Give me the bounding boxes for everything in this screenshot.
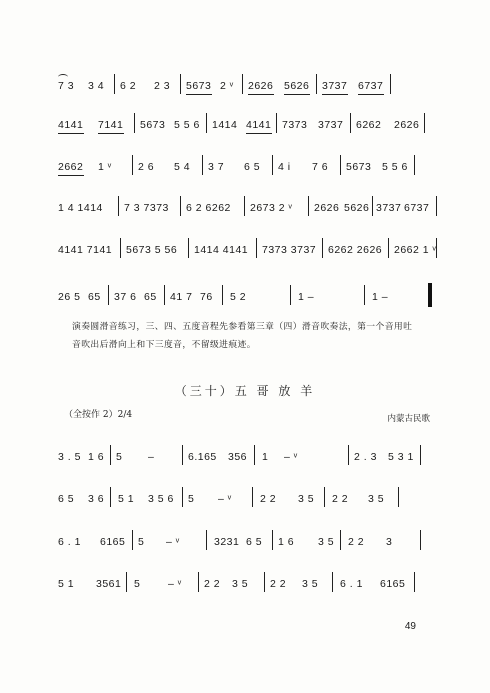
note-group: 6 2 bbox=[120, 80, 137, 92]
note-group: 5 bbox=[188, 493, 195, 505]
note-group: 5673 bbox=[346, 161, 372, 173]
note-group: 6262 bbox=[356, 119, 382, 131]
note-group: 41 7 bbox=[170, 291, 193, 303]
barline bbox=[182, 487, 183, 507]
note-group: 5 bbox=[134, 578, 141, 590]
instruction-line-1: 演奏圆滑音练习，三、四、五度音程先参看第三章（四）滑音吹奏法，第一个音用吐 bbox=[72, 322, 413, 332]
key-meter: （全按作 2）2/4 bbox=[64, 410, 133, 420]
underline bbox=[322, 94, 348, 95]
note-group: 6 2 6262 bbox=[186, 202, 231, 214]
barline bbox=[134, 113, 135, 133]
note-group: 4141 bbox=[58, 119, 84, 131]
note-group: 1 ᵛ bbox=[98, 161, 112, 173]
barline bbox=[322, 238, 323, 258]
note-group: 5 2 bbox=[230, 291, 247, 303]
note-group: 1 – bbox=[372, 291, 389, 303]
barline bbox=[126, 572, 127, 592]
note-group: 5 4 bbox=[174, 161, 191, 173]
note-group: 5 bbox=[116, 451, 123, 463]
exercise-row-5 bbox=[58, 236, 438, 262]
exercise-row-4 bbox=[58, 194, 438, 220]
note-group: 6262 2626 bbox=[328, 244, 383, 256]
note-group: 2626 bbox=[248, 80, 274, 92]
barline bbox=[182, 445, 183, 465]
note-group: 3231 bbox=[214, 536, 240, 548]
barline bbox=[110, 487, 111, 507]
barline bbox=[420, 530, 421, 550]
barline bbox=[254, 445, 255, 465]
note-group: 3 4 bbox=[88, 80, 105, 92]
note-group: 6 5 bbox=[244, 161, 261, 173]
note-group: 7 3 bbox=[58, 80, 75, 92]
barline bbox=[332, 572, 333, 592]
note-group: 5 3 1 bbox=[388, 451, 414, 463]
note-group: 7373 bbox=[282, 119, 308, 131]
barline bbox=[420, 445, 421, 465]
barline bbox=[348, 445, 349, 465]
note-group: 3737 bbox=[322, 80, 348, 92]
note-group: 7 6 bbox=[312, 161, 329, 173]
barline bbox=[414, 155, 415, 175]
note-group: – ᵛ bbox=[166, 536, 180, 548]
note-group: 76 bbox=[200, 291, 213, 303]
underline bbox=[186, 94, 212, 95]
barline bbox=[108, 285, 109, 305]
note-group: 3 5 bbox=[298, 493, 315, 505]
barline bbox=[244, 196, 245, 216]
page-number: 49 bbox=[404, 621, 416, 632]
note-group: – bbox=[148, 451, 155, 463]
note-group: 3737 bbox=[376, 202, 402, 214]
piece-row-4 bbox=[58, 570, 438, 596]
note-group: 2662 1 ᵛ bbox=[394, 244, 437, 256]
underline bbox=[358, 94, 384, 95]
note-group: 65 bbox=[88, 291, 101, 303]
underline bbox=[98, 133, 124, 134]
barline bbox=[308, 196, 309, 216]
note-group: 4141 7141 bbox=[58, 244, 113, 256]
note-group: 5 5 6 bbox=[174, 119, 200, 131]
exercise-row-6 bbox=[58, 283, 438, 309]
note-group: 6165 bbox=[100, 536, 126, 548]
note-group: 5626 bbox=[344, 202, 370, 214]
barline bbox=[114, 74, 115, 94]
note-group: 3 5 6 bbox=[148, 493, 174, 505]
note-group: 37 6 bbox=[114, 291, 137, 303]
note-group: 26 5 bbox=[58, 291, 81, 303]
barline bbox=[256, 238, 257, 258]
barline bbox=[206, 530, 207, 550]
underline bbox=[58, 133, 84, 134]
note-group: 2 2 bbox=[348, 536, 365, 548]
barline bbox=[388, 238, 389, 258]
note-group: 65 bbox=[144, 291, 157, 303]
note-group: 3 5 bbox=[318, 536, 335, 548]
note-group: – ᵛ bbox=[284, 451, 298, 463]
barline bbox=[436, 196, 437, 216]
note-group: 2662 bbox=[58, 161, 84, 173]
note-group: 3561 bbox=[96, 578, 122, 590]
note-group: 6737 bbox=[358, 80, 384, 92]
note-group: 2626 bbox=[314, 202, 340, 214]
note-group: 6 5 bbox=[246, 536, 263, 548]
note-group: 6737 bbox=[404, 202, 430, 214]
piece-row-2 bbox=[58, 485, 438, 511]
barline bbox=[398, 487, 399, 507]
instruction-line-2: 音吹出后滑向上和下三度音，不留级进痕迹。 bbox=[72, 340, 256, 350]
exercise-row-3 bbox=[58, 153, 438, 179]
note-group: – ᵛ bbox=[218, 493, 232, 505]
barline bbox=[340, 155, 341, 175]
barline bbox=[290, 285, 291, 305]
barline bbox=[252, 487, 253, 507]
note-group: 1 6 bbox=[278, 536, 295, 548]
barline bbox=[372, 196, 373, 216]
note-group: 2 . 3 bbox=[354, 451, 377, 463]
note-group: 3 5 bbox=[368, 493, 385, 505]
note-group: 7373 3737 bbox=[262, 244, 317, 256]
barline bbox=[272, 530, 273, 550]
barline bbox=[198, 572, 199, 592]
barline bbox=[242, 74, 243, 94]
note-group: 6165 bbox=[380, 578, 406, 590]
exercise-row-1 bbox=[58, 72, 438, 98]
underline bbox=[58, 175, 84, 176]
note-group: 3 6 bbox=[88, 493, 105, 505]
barline bbox=[436, 238, 437, 258]
underline bbox=[248, 94, 274, 95]
note-group: 1414 bbox=[212, 119, 238, 131]
piece-row-3 bbox=[58, 528, 438, 554]
source-label: 内蒙古民歌 bbox=[387, 414, 430, 424]
note-group: 2 3 bbox=[154, 80, 171, 92]
barline bbox=[276, 113, 277, 133]
note-group: 5673 bbox=[140, 119, 166, 131]
barline bbox=[180, 196, 181, 216]
note-group: 2 2 bbox=[332, 493, 349, 505]
barline bbox=[390, 74, 391, 94]
underline bbox=[246, 133, 272, 134]
barline bbox=[110, 445, 111, 465]
barline bbox=[316, 74, 317, 94]
note-group: 6 . 1 bbox=[340, 578, 363, 590]
barline bbox=[132, 155, 133, 175]
barline bbox=[364, 285, 365, 305]
exercise-row-2 bbox=[58, 111, 438, 137]
note-group: 5673 5 56 bbox=[126, 244, 178, 256]
barline bbox=[202, 155, 203, 175]
note-group: 5 1 bbox=[58, 578, 75, 590]
note-group: 6 . 1 bbox=[58, 536, 81, 548]
note-group: 3 5 bbox=[232, 578, 249, 590]
barline bbox=[164, 285, 165, 305]
barline bbox=[222, 285, 223, 305]
final-barline bbox=[428, 283, 432, 307]
note-group: 1414 4141 bbox=[194, 244, 249, 256]
barline bbox=[324, 487, 325, 507]
barline bbox=[118, 196, 119, 216]
note-group: 4141 bbox=[246, 119, 272, 131]
barline bbox=[206, 113, 207, 133]
barline bbox=[414, 572, 415, 592]
note-group: 2 2 bbox=[260, 493, 277, 505]
note-group: 3 7 bbox=[208, 161, 225, 173]
note-group: 1 6 bbox=[88, 451, 105, 463]
note-group: – ᵛ bbox=[168, 578, 182, 590]
barline bbox=[264, 572, 265, 592]
note-group: 2 ᵛ bbox=[220, 80, 234, 92]
piece-row-1 bbox=[58, 443, 438, 469]
piece-title: （三十）五 哥 放 羊 bbox=[174, 384, 316, 398]
note-group: 6 5 bbox=[58, 493, 75, 505]
note-group: 1 bbox=[262, 451, 269, 463]
barline bbox=[188, 238, 189, 258]
barline bbox=[272, 155, 273, 175]
note-group: 2673 2 ᵛ bbox=[250, 202, 293, 214]
note-group: 5 1 bbox=[118, 493, 135, 505]
barline bbox=[350, 113, 351, 133]
slur bbox=[58, 74, 68, 80]
note-group: 5626 bbox=[284, 80, 310, 92]
note-group: 2 6 bbox=[138, 161, 155, 173]
note-group: 7141 bbox=[98, 119, 124, 131]
note-group: 2 2 bbox=[270, 578, 287, 590]
note-group: 6.165 bbox=[188, 451, 217, 463]
note-group: 5 bbox=[138, 536, 145, 548]
note-group: 1 4 1414 bbox=[58, 202, 103, 214]
note-group: 2626 bbox=[394, 119, 420, 131]
note-group: 2 2 bbox=[204, 578, 221, 590]
barline bbox=[340, 530, 341, 550]
barline bbox=[120, 238, 121, 258]
note-group: 3 5 bbox=[302, 578, 319, 590]
underline bbox=[284, 94, 310, 95]
note-group: 4 i bbox=[278, 161, 291, 173]
note-group: 356 bbox=[228, 451, 248, 463]
note-group: 1 – bbox=[298, 291, 315, 303]
barline bbox=[180, 74, 181, 94]
note-group: 3 . 5 bbox=[58, 451, 81, 463]
note-group: 3737 bbox=[318, 119, 344, 131]
note-group: 5 5 6 bbox=[382, 161, 408, 173]
barline bbox=[424, 113, 425, 133]
barline bbox=[132, 530, 133, 550]
note-group: 7 3 7373 bbox=[124, 202, 169, 214]
note-group: 3 bbox=[386, 536, 393, 548]
note-group: 5673 bbox=[186, 80, 212, 92]
